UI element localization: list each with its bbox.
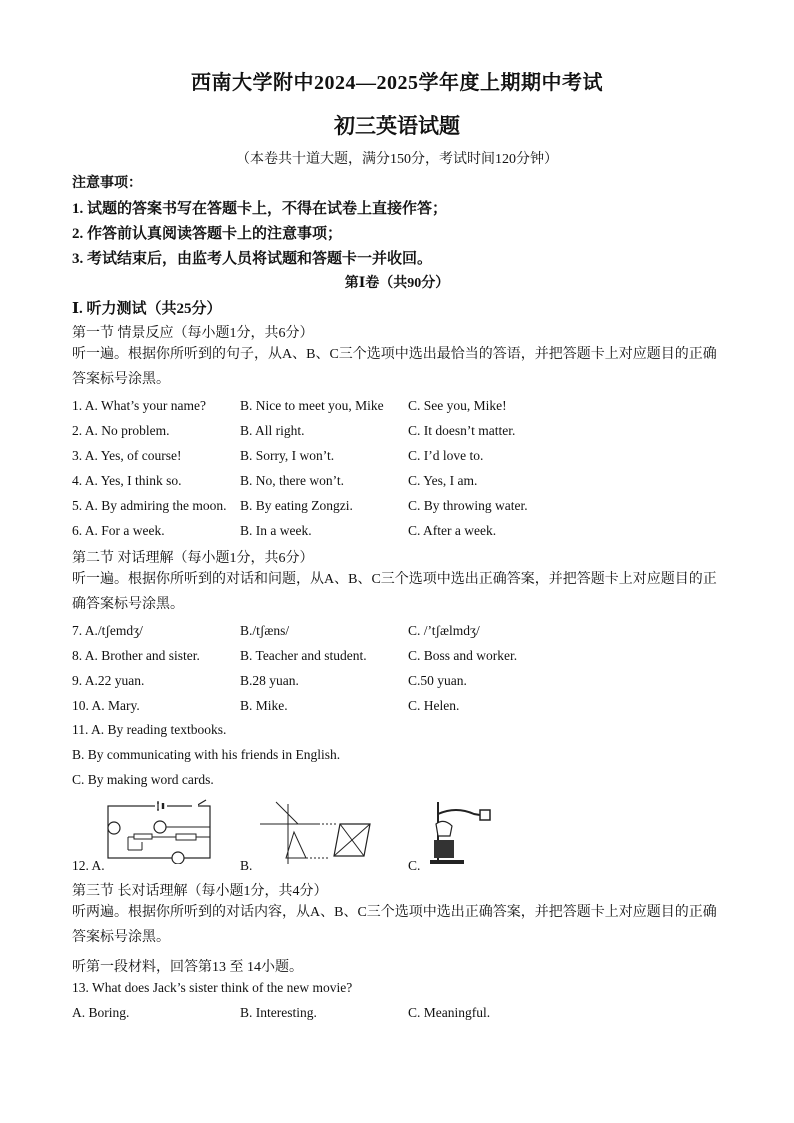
q3-option-c: C. I’d love to. [408, 448, 484, 463]
q9-option-a: 9. A.22 yuan. [72, 673, 145, 688]
q4-option-c: C. Yes, I am. [408, 473, 478, 488]
q2-option-a: 2. A. No problem. [72, 423, 170, 438]
q12-option-b: B. [240, 858, 253, 873]
q9-option-c: C.50 yuan. [408, 673, 467, 688]
lab-apparatus-figure [426, 796, 498, 866]
q4-option-a: 4. A. Yes, I think so. [72, 473, 182, 488]
q12-option-c: C. [408, 858, 421, 873]
notice-heading: 注意事项： [72, 176, 142, 191]
q6-option-a: 6. A. For a week. [72, 523, 165, 538]
q10-option-c: C. Helen. [408, 698, 460, 713]
notice-item: 2. 作答前认真阅读答题卡上的注意事项； [72, 226, 343, 242]
q3-option-b: B. Sorry, I won’t. [240, 448, 335, 463]
geometry-figure [258, 794, 383, 866]
q13-option-b: B. Interesting. [240, 1005, 317, 1020]
q1-option-a: 1. A. What’s your name? [72, 398, 206, 413]
volume-heading: 第Ⅰ卷（共90分） [344, 276, 450, 291]
q5-option-b: B. By eating Zongzi. [240, 498, 353, 513]
q10-option-a: 10. A. Mary. [72, 698, 140, 713]
section3-instructions: 听两遍。根据你所听到的对话内容，从A、B、C三个选项中选出正确答案，并把答题卡上对应题目的正确答案标号涂黑。 [72, 905, 717, 945]
q11-option-c: C. By making word cards. [72, 772, 214, 787]
q7-option-a: 7. A./tʃemdʒ/ [72, 623, 143, 638]
q1-option-c: C. See you, Mike! [408, 398, 507, 413]
q5-option-a: 5. A. By admiring the moon. [72, 498, 227, 513]
q1-option-b: B. Nice to meet you, Mike [240, 398, 384, 413]
q13-option-a: A. Boring. [72, 1005, 130, 1020]
q3-option-a: 3. A. Yes, of course! [72, 448, 182, 463]
material-note: 听第一段材料，回答第13 至 14小题。 [72, 960, 303, 975]
section1-instructions: 听一遍。根据你所听到的句子，从A、B、C三个选项中选出最恰当的答语，并把答题卡上对应题目的正确答案标号涂黑。 [72, 347, 717, 387]
q9-option-b: B.28 yuan. [240, 673, 299, 688]
circuit-diagram-figure [100, 798, 220, 864]
q13-stem: 13. What does Jack’s sister think of the new movie? [72, 980, 353, 995]
q4-option-b: B. No, there won’t. [240, 473, 344, 488]
q6-option-b: B. In a week. [240, 523, 312, 538]
q13-option-c: C. Meaningful. [408, 1005, 491, 1020]
q2-option-b: B. All right. [240, 423, 305, 438]
q12-option-a: 12. A. [72, 858, 105, 873]
q6-option-c: C. After a week. [408, 523, 497, 538]
q8-option-a: 8. A. Brother and sister. [72, 648, 200, 663]
q8-option-c: C. Boss and worker. [408, 648, 518, 663]
notice-item: 1. 试题的答案书写在答题卡上，不得在试卷上直接作答； [72, 201, 448, 217]
q5-option-c: C. By throwing water. [408, 498, 528, 513]
exam-info: （本卷共十道大题，满分150分，考试时间120分钟） [236, 152, 558, 167]
q11-option-a: 11. A. By reading textbooks. [72, 722, 227, 737]
section2-instructions: 听一遍。根据你所听到的对话和问题，从A、B、C三个选项中选出正确答案，并把答题卡上对应题目的正确答案标号涂黑。 [72, 572, 717, 612]
notice-item: 3. 考试结束后，由监考人员将试题和答题卡一并收回。 [72, 251, 433, 267]
q7-option-c: C. /’tʃælmdʒ/ [408, 623, 480, 638]
part1-heading: Ⅰ. 听力测试（共25分） [72, 301, 222, 317]
section3-title: 第三节 长对话理解（每小题1分，共4分） [72, 884, 328, 899]
exam-title: 西南大学附中2024—2025学年度上期期中考试 [191, 72, 603, 94]
q10-option-b: B. Mike. [240, 698, 288, 713]
exam-subtitle: 初三英语试题 [334, 114, 460, 138]
q2-option-c: C. It doesn’t matter. [408, 423, 516, 438]
q11-option-b: B. By communicating with his friends in English. [72, 747, 341, 762]
section2-title: 第二节 对话理解（每小题1分，共6分） [72, 551, 314, 566]
q7-option-b: B./tʃæns/ [240, 623, 290, 638]
section1-title: 第一节 情景反应（每小题1分，共6分） [72, 326, 314, 341]
q8-option-b: B. Teacher and student. [240, 648, 367, 663]
